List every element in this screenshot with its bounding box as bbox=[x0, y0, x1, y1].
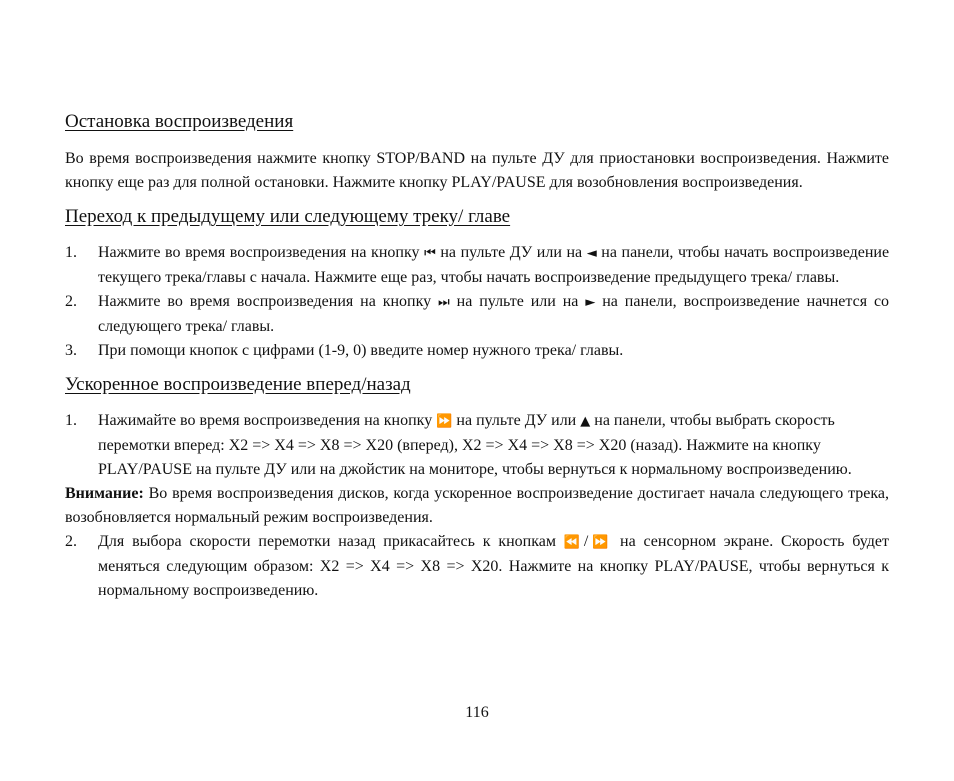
triangle-right-icon: ► bbox=[585, 295, 596, 310]
list-number: 1. bbox=[65, 244, 77, 261]
list-number: 2. bbox=[65, 293, 77, 310]
list-number: 1. bbox=[65, 412, 77, 429]
list-item: 2. Нажмите во время воспроизведения на кнопку ⏭ на пульте или на ► на панели, воспроизведение начнется со следующего трека/ главы. bbox=[65, 290, 889, 339]
fast-play-list bbox=[65, 409, 889, 482]
note-label: Внимание: bbox=[65, 485, 144, 502]
list-item: 1. Нажмите во время воспроизведения на кнопку ⏮ на пульте ДУ или на ◄ на панели, чтобы начать воспроизведение текущего трека/главы с начала. Нажмите еще раз, чтобы начать воспроизведение предыдущего трека/ главы. bbox=[65, 241, 889, 290]
track-skip-list bbox=[65, 241, 889, 363]
section-heading-track-skip: Переход к предыдущему или следующему треку/ главе bbox=[65, 206, 511, 227]
section-heading-stop: Остановка воспроизведения bbox=[65, 111, 294, 132]
list-item: 2. Для выбора скорости перемотки назад прикасайтесь к кнопкам ⏪/⏩ на сенсорном экране. Скорость будет меняться следующим образом: X2 => X4 => X8 => X20. Нажмите на кнопку PLAY/PAUSE, чтобы вернуться к нормальному воспроизведению. bbox=[65, 530, 889, 603]
document-page bbox=[65, 108, 889, 603]
skip-next-icon: ⏭ bbox=[438, 295, 450, 310]
section-heading-fast-play: Ускоренное воспроизведение вперед/назад bbox=[65, 374, 411, 395]
stop-paragraph: Во время воспроизведения нажмите кнопку STOP/BAND на пульте ДУ для приостановки воспроизведения. Нажмите кнопку еще раз для полной остановки. Нажмите кнопку PLAY/PAUSE для возобновления воспроизведения. bbox=[65, 150, 889, 191]
icon-separator: / bbox=[583, 533, 589, 550]
note-text: Во время воспроизведения дисков, когда ускоренное воспроизведение достигает начала следующего трека, возобновляется нормальный режим воспроизведения. bbox=[65, 485, 889, 526]
page-number: 116 bbox=[465, 704, 489, 721]
rewind-icon: ⏪ bbox=[563, 535, 584, 550]
list-item: 3. При помощи кнопок с цифрами (1-9, 0) введите номер нужного трека/ главы. bbox=[65, 339, 889, 363]
triangle-up-icon: ▲ bbox=[580, 414, 591, 429]
skip-previous-icon: ⏮ bbox=[424, 246, 436, 261]
fast-play-list-continued bbox=[65, 530, 889, 603]
triangle-left-icon: ◄ bbox=[586, 246, 597, 261]
list-number: 3. bbox=[65, 342, 77, 359]
note-paragraph bbox=[65, 482, 889, 530]
list-item: 1. Нажимайте во время воспроизведения на кнопку ⏩ на пульте ДУ или ▲ на панели, чтобы выбрать скорость перемотки вперед: X2 => X4 => X8 => X20 (вперед), X2 => X4 => X8 => X20 (назад). Нажмите на кнопку PLAY/PAUSE на пульте ДУ или на джойстик на мониторе, чтобы вернуться к нормальному воспроизведению. bbox=[65, 409, 889, 482]
fast-forward-icon: ⏩ bbox=[436, 414, 453, 429]
list-number: 2. bbox=[65, 533, 77, 550]
fast-forward-icon: ⏩ bbox=[588, 535, 613, 550]
